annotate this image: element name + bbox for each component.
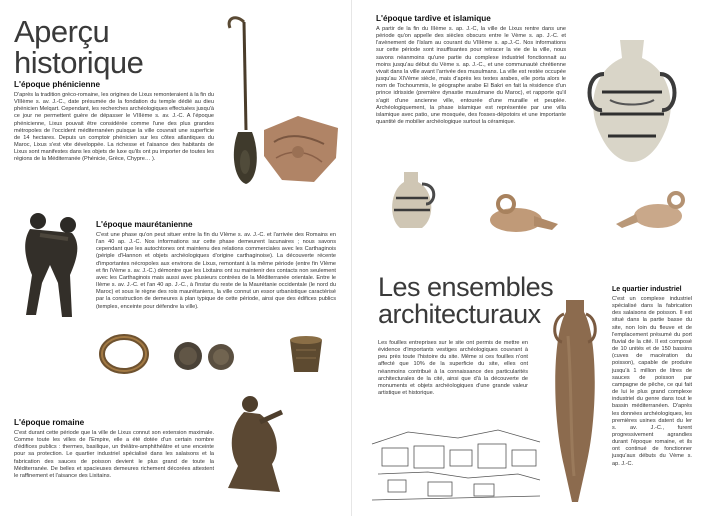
islamic-vase-image: [580, 34, 684, 168]
site-plan-image: [368, 424, 546, 508]
ensembles-title-line-1: Les ensembles: [378, 272, 554, 302]
section-mauretanienne: [96, 220, 336, 311]
text-tardive: A partir de la fin du IIIème s. ap. J.-C, la ville de Lixus rentre dans une période qu'on appelle des siècles obscurs entre le Vème s. ap. J.-C. et l'avènement de l'Islam au courant du VIIIème s. ap.J.-C. Nos informations sur cette période sont insuffisantes pour retracer la vie de la ville, nous savons néanmoins qu'une partie du complexe industriel fonctionnait au moins jusqu'au début du Vème s. ap. J.-C., et une communauté chrétienne vivait dans la ville avant l'arrivée des musulmans. La ville est restée occupée jusqu'au XIVème siècle, mais d'après les textes arabes, elle porta alors le nom de Tochoummis, le géographe arabe El Bakri en fait la résidence d'un prince idrisside (première dynastie musulmane du Maroc), et rapporte qu'il s'agit d'une ancienne ville, entourée d'une muraille et peuplée. Archéologiquement, la phase islamique est représentée par une villa islamique avec patio, une mosquée, des fosses-dépotoirs et une importante quantité de mobilier archéologique surtout la céramique.: [376, 26, 566, 126]
section-phenicienne: [14, 80, 214, 164]
text-quartier: C'est un complexe industriel spécialisé dans la fabrication des salaisons de poisson. Il est situé dans la partie basse du site, non loin du fleuve et de l'emplacement présumé du port fluvial de la cité. Il est composé de 10 unités et de 150 bassins (cuves de macération du poisson), capable de produire jusqu'à 1 million de litres de sauces de poisson par campagne de pêche, ce qui fait de lui le plus grand complexe industriel du genre dans tout le bassin méditerranéen. D'après les données archéologiques, les premières usines datent du Ier s. av. J.-C., furent progressivement agrandies durant l'époque romaine, et ils ont continué de fonctionner jusqu'aux débuts du Vème s. ap. J.-C.: [612, 296, 692, 467]
text-romaine: C'est durant cette période que la ville de Lixus connut son extension maximale. Comme toute les villes de l'Empire, elle a été dotée d'un certain nombre d'édifices publics : thermes, basilique, un théâtre-amphithéâtre et une enceinte pour sa protection. Le quartier industriel spécialisé dans les salaisons et la fabrication des sauces de poisson devient le plus grand de toute la Méditerranée. De belles et spacieuses demeures richement décorées attestent le raffinement et l'aisance des Lixitains.: [14, 430, 214, 479]
bronze-figure-image: [216, 392, 296, 496]
section-romaine: [14, 418, 214, 480]
oil-lamp-1-image: [482, 190, 562, 238]
page-fold: [351, 0, 352, 516]
ensembles-title-line-2: architecturaux: [378, 299, 541, 329]
section-quartier: [612, 286, 692, 468]
text-phenicienne: D'après la tradition gréco-romaine, les origines de Lixus remonteraient à la fin du VIIIème s. av. J.-C., date présumée de la fondation du temple dédié au dieu phénicien Melqart. Cependant, les recherches archéologiques effectuées jusqu'à ce jour ne permettent guère de dépasser le VIIIème s. av. J.-C. A l'époque phénicienne, Lixus pouvait être considérée comme l'une des plus grandes métropoles de l'occident méditerranéen puisque la ville couvrait une superficie de 14 hectares. Depuis un comptoir phénicien sur les côtes atlantiques du Maroc, Lixus s'est vite développée. La richesse et l'aisance des habitants de Lixus sont manifestes dans les objets de luxe qu'ils ont pu importer de toutes les régions de la Méditerranée (Phénicie, Grèce, Chypre… ).: [14, 92, 214, 163]
title-ensembles: [378, 274, 553, 328]
heading-romaine: L'époque romaine: [14, 418, 85, 427]
heading-quartier: Le quartier industriel: [612, 286, 682, 293]
ceramic-fragment-image: [258, 112, 344, 188]
title-line-1: Aperçu: [14, 14, 110, 49]
oil-lamp-2-image: [612, 186, 694, 236]
coin-2-image: [206, 342, 236, 372]
heading-tardive: L'époque tardive et islamique: [376, 14, 491, 23]
bronze-bracelet-image: [98, 332, 150, 376]
title-line-2: historique: [14, 45, 144, 80]
decorated-jug-image: [384, 168, 440, 234]
bronze-wrestlers-image: [10, 205, 94, 325]
text-ensembles: Les fouilles entreprises sur le site ont permis de mettre en évidence d'importants vestiges archéologiques couvrant à peu près toute l'histoire du site. Même si ces fouilles n'ont affecté que 10% de la superficie du site, elles ont néanmoins contribué à la connaissance des particularités architecturales de la cité, ainsi que d'à la découverte de monuments et objets archéologiques d'une grande valeur artistique et historique.: [378, 340, 528, 397]
page-title-apercu: [14, 16, 143, 78]
heading-mauretanienne: L'époque maurétanienne: [96, 220, 193, 229]
amphora-image: [548, 296, 602, 508]
section-tardive: [376, 14, 566, 126]
bronze-cup-image: [286, 334, 326, 376]
heading-phenicienne: L'époque phénicienne: [14, 80, 101, 89]
text-mauretanienne: C'est une phase qu'on peut situer entre la fin du VIème s. av. J.-C. et l'arrivée des Romains en l'an 40 ap. J.-C. Nos informations sur cette phase demeurent lacunaires ; nous savons cependant que les autochtones ont maintenu des relations commerciales avec les Carthaginois (périple d'Hannon et objets archéologiques d'origine carthaginoise). La découverte récente d'importantes nécropoles aux environs de Lixus, remontant à la même période (entre fin VIème et fin IVème s. av. J.-C.) démontre que les Lixitains ont su maintenir des contacts non seulement avec les Carthaginois mais aussi avec plusieurs contrées de la Méditerranée orientale. Entre le IIème s. av. J.-C. et l'an 40 ap. J.-C., à l'instar du reste de la Maurétanie occidentale (le nord du Maroc) et sous le règne des rois maurétaniens, la ville connut un essor urbanistique caractérisé par la construction de demeures à plan typique de cette période, ainsi que des édifices publics (temples, enceinte pour défendre la ville).: [96, 232, 336, 310]
coin-1-image: [172, 340, 204, 372]
section-ensembles: [378, 340, 528, 397]
